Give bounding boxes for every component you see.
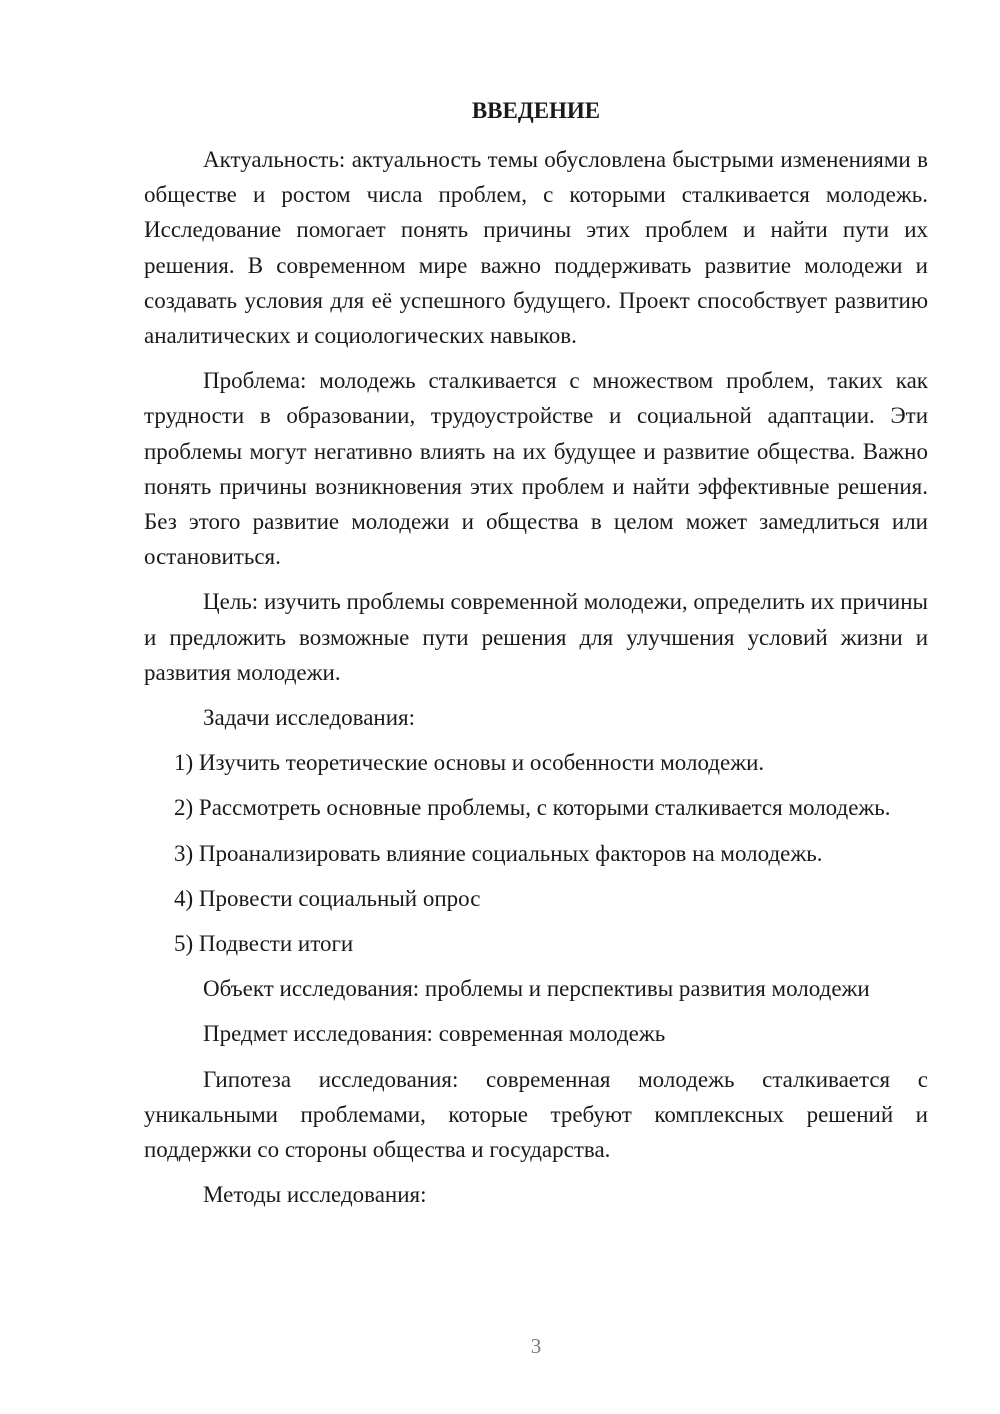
document-body (144, 142, 928, 1222)
hypothesis-paragraph: Гипотеза исследования: современная молодежь сталкивается с уникальными проблемами, которые требуют комплексных решений и поддержки со стороны общества и государства. (144, 1066, 928, 1163)
research-subject-paragraph: Предмет исследования: современная молодежь (203, 1021, 666, 1047)
task-item: 3) Проанализировать влияние социальных факторов на молодежь. (174, 840, 823, 866)
task-item: 1) Изучить теоретические основы и особенности молодежи. (174, 750, 765, 776)
task-item: 4) Провести социальный опрос (174, 885, 481, 911)
page-number: 3 (530, 1334, 542, 1358)
research-object-paragraph: Объект исследования: проблемы и перспективы развития молодежи (203, 976, 870, 1002)
relevance-paragraph: Актуальность: актуальность темы обусловлена быстрыми изменениями в обществе и ростом числа проблем, с которыми сталкивается молодежь. Исследование помогает понять причины этих проблем и найти пути их решения. В современном мире важно поддерживать развитие молодежи и создавать условия для её успешного будущего. Проект способствует развитию аналитических и социологических навыков. (144, 147, 928, 349)
problem-paragraph: Проблема: молодежь сталкивается с множеством проблем, таких как трудности в образовании, трудоустройстве и социальной адаптации. Эти проблемы могут негативно влиять на их будущее и развитие общества. Важно понять причины возникновения этих проблем и найти эффективные решения. Без этого развитие молодежи и общества в целом может замедлиться или остановиться. (144, 368, 928, 570)
methods-heading: Методы исследования: (203, 1182, 427, 1208)
section-title: ВВЕДЕНИЕ (471, 98, 601, 123)
task-item: 2) Рассмотреть основные проблемы, с которыми сталкивается молодежь. (174, 795, 891, 821)
tasks-heading: Задачи исследования: (203, 705, 416, 731)
document-page (144, 0, 928, 1414)
goal-paragraph: Цель: изучить проблемы современной молодежи, определить их причины и предложить возможные пути решения для улучшения условий жизни и развития молодежи. (144, 589, 928, 685)
task-item: 5) Подвести итоги (174, 931, 354, 957)
